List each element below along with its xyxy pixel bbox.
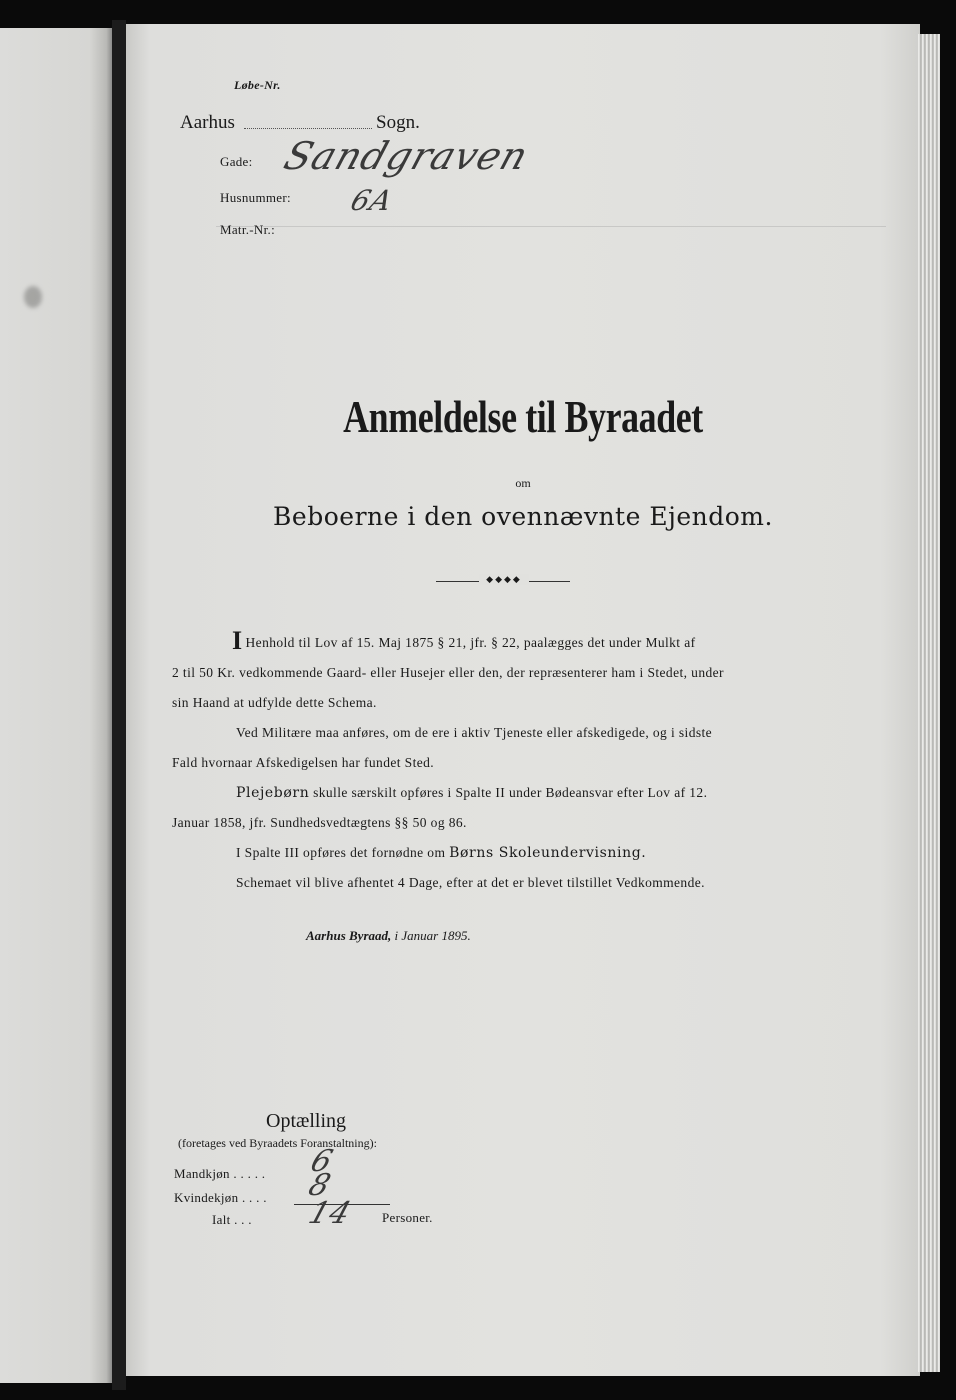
husnummer-label: Husnummer:	[220, 190, 291, 205]
para1-line1: Henhold til Lov af 15. Maj 1875 § 21, jfr. § 22, paalægges det under Mulkt af	[245, 635, 696, 650]
signature-date: i Januar 1895.	[394, 928, 471, 943]
gade-value: Sandgraven	[278, 134, 535, 178]
signature	[306, 928, 471, 944]
book-gutter	[112, 20, 126, 1390]
document-page	[126, 24, 920, 1376]
ornament-diamonds: ◆◆◆◆	[479, 574, 529, 585]
skoleundervisning-emph: Børns Skoleundervisning.	[449, 845, 647, 861]
signature-org: Aarhus Byraad,	[306, 928, 392, 943]
ialt-label: Ialt . . .	[212, 1212, 252, 1227]
count-note: (foretages ved Byraadets Foranstaltning):	[178, 1136, 377, 1150]
plejeborn-emph: Plejebørn	[236, 785, 310, 801]
personer-label: Personer.	[382, 1210, 433, 1225]
instruction-paragraph-1	[172, 626, 852, 898]
bleed-line	[216, 226, 886, 227]
document-subtitle: Beboerne i den ovennævnte Ejendom.	[273, 502, 773, 531]
om-text: om	[515, 476, 531, 490]
para2-line1: Ved Militære maa anføres, om de ere i aktiv Tjeneste eller afskedigede, og i sidste	[236, 725, 713, 740]
ink-smudge	[24, 286, 42, 308]
para5: Schemaet vil blive afhentet 4 Dage, efter at det er blevet tilstillet Vedkommende.	[236, 875, 705, 890]
city-label: Aarhus	[180, 112, 235, 133]
ialt-value: 14	[304, 1196, 356, 1231]
lobe-nr-label: Løbe-Nr.	[234, 78, 281, 92]
document-title: Anmeldelse til Byraadet	[343, 391, 703, 442]
mandkjon-value: 6	[306, 1144, 338, 1179]
gade-label: Gade:	[220, 154, 253, 169]
mandkjon-label: Mandkjøn . . . . .	[174, 1166, 266, 1181]
para4-start: I Spalte III opføres det fornødne om	[236, 845, 446, 860]
sogn-field-line	[244, 128, 372, 129]
para3-line2: Januar 1858, jfr. Sundhedsvedtægtens §§ 50 og 86.	[172, 815, 467, 830]
kvindekjon-value: 8	[304, 1168, 336, 1203]
left-page-edge	[0, 28, 112, 1383]
count-heading: Optælling	[266, 1110, 347, 1132]
para1-line3: sin Haand at udfylde dette Schema.	[172, 695, 377, 710]
page-stack-edge	[918, 34, 940, 1372]
matr-label: Matr.-Nr.:	[220, 222, 275, 237]
para1-line2: 2 til 50 Kr. vedkommende Gaard- eller Husejer eller den, der repræsenterer ham i Stedet, under	[172, 665, 724, 680]
drop-cap: I	[232, 626, 243, 655]
husnummer-value: 6A	[346, 184, 398, 217]
sogn-label: Sogn.	[376, 112, 420, 133]
kvindekjon-label: Kvindekjøn . . . .	[174, 1190, 267, 1205]
para2-line2: Fald hvornaar Afskedigelsen har fundet Sted.	[172, 755, 435, 770]
para3-line1: skulle særskilt opføres i Spalte II under Bødeansvar efter Lov af 12.	[313, 785, 708, 800]
